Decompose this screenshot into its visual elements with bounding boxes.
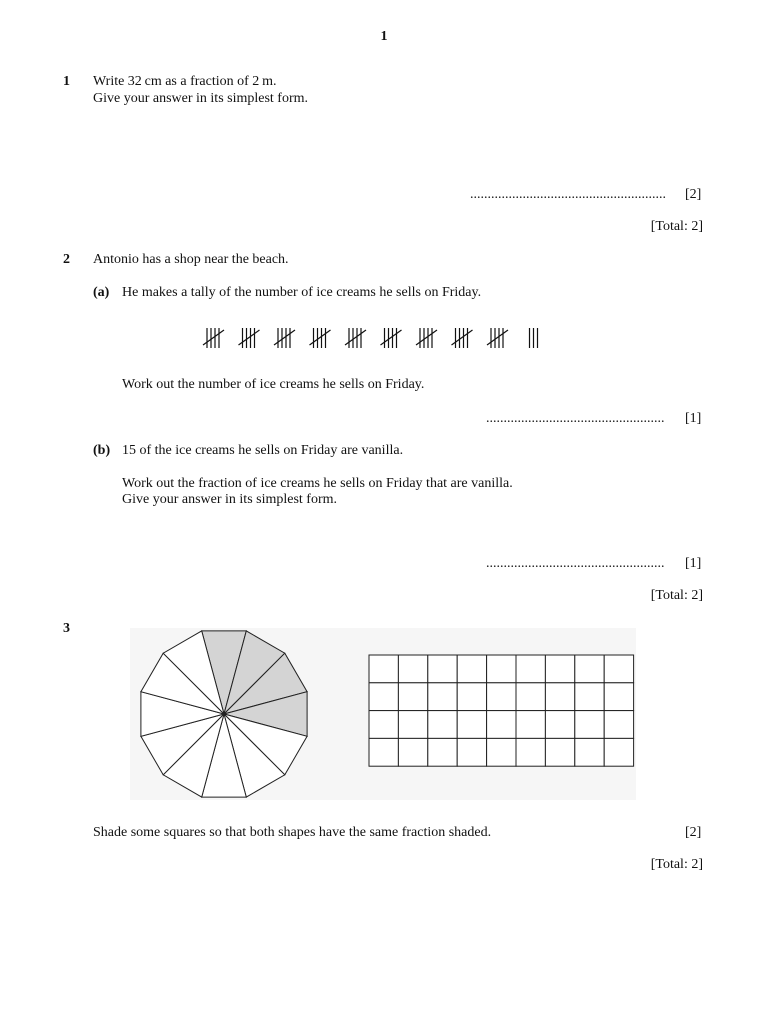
question-2b-answer-line[interactable]: ................................................... [486,556,665,571]
grid-square[interactable] [545,711,574,739]
grid-square[interactable] [369,655,398,683]
grid-square[interactable] [487,683,516,711]
tally-group-of-five [452,328,473,348]
question-2b-text: 15 of the ice creams he sells on Friday are vanilla. [122,443,404,458]
page-number: 1 [380,29,388,44]
question-2a-instruction: Work out the number of ice creams he sells on Friday. [122,377,425,392]
grid-square[interactable] [457,683,486,711]
dodecagon [141,631,307,797]
grid-square[interactable] [398,655,427,683]
grid-square[interactable] [516,683,545,711]
question-3-marks: [2] [685,825,702,840]
grid-square[interactable] [428,738,457,766]
tally-remainder [530,328,538,348]
question-2a-answer-line[interactable]: ................................................... [486,411,665,426]
grid-square[interactable] [369,711,398,739]
question-2a-label: (a) [93,285,110,300]
grid-square[interactable] [575,683,604,711]
grid-square[interactable] [516,738,545,766]
grid-square[interactable] [516,655,545,683]
question-1-marks: [2] [685,187,702,202]
grid-square[interactable] [428,683,457,711]
grid-square[interactable] [545,655,574,683]
question-3-instruction: Shade some squares so that both shapes have the same fraction shaded. [93,825,492,840]
grid-square[interactable] [604,655,633,683]
grid-square[interactable] [604,683,633,711]
tally-group-of-five [310,328,331,348]
tally-group-of-five [239,328,260,348]
question-2b-label: (b) [93,443,111,458]
grid-square[interactable] [457,711,486,739]
grid-square[interactable] [487,738,516,766]
grid-square[interactable] [487,655,516,683]
grid-square[interactable] [457,738,486,766]
grid-square[interactable] [545,738,574,766]
grid-square[interactable] [398,683,427,711]
grid-square[interactable] [398,738,427,766]
question-3-diagram [130,628,640,802]
grid-square[interactable] [604,738,633,766]
question-2b-marks: [1] [685,556,702,571]
grid-square[interactable] [487,711,516,739]
question-1-answer-line[interactable]: ........................................................ [470,187,666,202]
grid-square[interactable] [369,683,398,711]
grid-square[interactable] [604,711,633,739]
tally-group-of-five [203,328,224,348]
grid-square[interactable] [545,683,574,711]
question-1-total: [Total: 2] [650,219,703,234]
question-2a-text: He makes a tally of the number of ice creams he sells on Friday. [122,285,482,300]
grid-square[interactable] [575,738,604,766]
grid-square[interactable] [575,655,604,683]
grid-square[interactable] [369,738,398,766]
question-3-total: [Total: 2] [650,857,703,872]
question-2-intro: Antonio has a shop near the beach. [93,252,289,267]
tally-group-of-five [345,328,366,348]
question-2b-line-2: Give your answer in its simplest form. [122,492,338,507]
question-3-number: 3 [63,621,70,636]
question-1-line-2: Give your answer in its simplest form. [93,91,309,106]
question-1-line-1: Write 32 cm as a fraction of 2 m. [93,74,277,89]
tally-group-of-five [487,328,508,348]
question-1-number: 1 [63,74,70,89]
grid-square[interactable] [428,711,457,739]
shading-grid[interactable] [369,655,634,766]
tally-marks [200,324,550,354]
tally-group-of-five [416,328,437,348]
grid-square[interactable] [428,655,457,683]
grid-square[interactable] [398,711,427,739]
question-2a-marks: [1] [685,411,702,426]
question-2b-line-1: Work out the fraction of ice creams he sells on Friday that are vanilla. [122,476,513,491]
tally-group-of-five [274,328,295,348]
grid-square[interactable] [516,711,545,739]
grid-square[interactable] [457,655,486,683]
question-2-number: 2 [63,252,70,267]
grid-square[interactable] [575,711,604,739]
question-2-total: [Total: 2] [650,588,703,603]
tally-group-of-five [381,328,402,348]
